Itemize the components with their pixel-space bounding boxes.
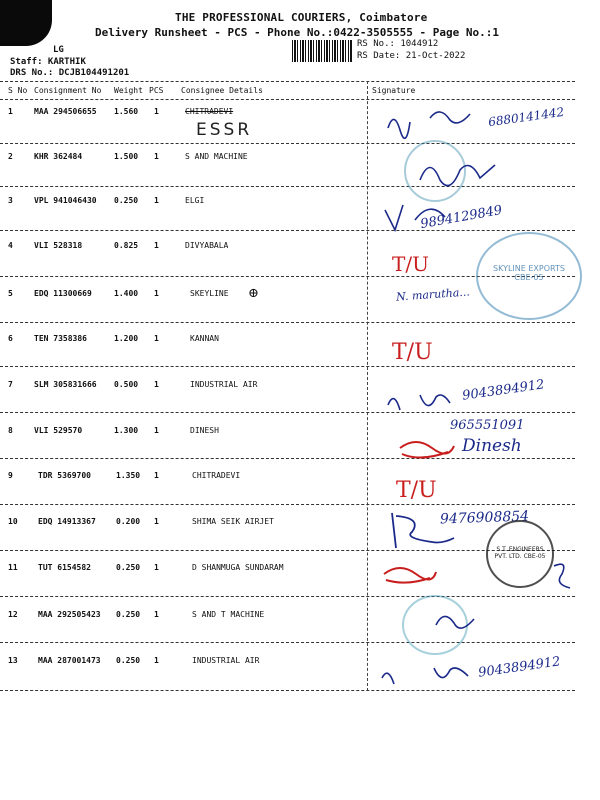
col-weight: Weight xyxy=(114,86,143,95)
row-pcs: 1 xyxy=(154,289,159,298)
handwritten-name: N. marutha... xyxy=(395,285,471,304)
row-weight: 0.200 xyxy=(116,517,141,526)
row-divider xyxy=(0,642,575,643)
row-weight: 0.250 xyxy=(116,610,141,619)
row-consignee: KANNAN xyxy=(190,334,219,343)
handwritten-tu-mark: T/U xyxy=(396,478,437,503)
row-sno: 10 xyxy=(8,517,18,526)
row-sno: 9 xyxy=(8,471,13,480)
row-pcs: 1 xyxy=(154,152,159,161)
handwritten-tu-mark: T/U xyxy=(392,340,433,365)
handwritten-essr: ESSR xyxy=(196,120,253,140)
handwritten-tu-mark: T/U xyxy=(392,252,429,276)
row-divider xyxy=(0,322,575,323)
row-consignee: SKEYLINE xyxy=(190,289,229,298)
handwritten-phone: 9043894912 xyxy=(461,377,546,404)
row-pcs: 1 xyxy=(154,196,159,205)
row-weight: 1.500 xyxy=(114,152,139,161)
row-pcs: 1 xyxy=(154,517,159,526)
row-sno: 11 xyxy=(8,563,18,572)
row-consignee: INDUSTRIAL AIR xyxy=(190,380,258,389)
row-divider xyxy=(0,596,575,597)
signature-scribble xyxy=(382,508,462,552)
row-weight: 1.400 xyxy=(114,289,139,298)
row-pcs: 1 xyxy=(154,241,159,250)
row-divider xyxy=(0,412,575,413)
row-consignee: ELGI xyxy=(185,196,205,205)
row-consignment: EDQ 11300669 xyxy=(34,289,92,298)
col-sno: S No xyxy=(8,86,28,95)
row-consignee: INDUSTRIAL AIR xyxy=(192,656,260,665)
row-consignee: S AND T MACHINE xyxy=(192,610,265,619)
row-weight: 1.300 xyxy=(114,426,139,435)
row-sno: 13 xyxy=(8,656,18,665)
company-stamp: SKYLINE EXPORTS CBE-05 xyxy=(476,232,582,320)
row-sno: 5 xyxy=(8,289,13,298)
signature-mark: ⊕ xyxy=(248,286,259,301)
row-consignment: MAA 292505423 xyxy=(38,610,101,619)
row-weight: 1.350 xyxy=(116,471,141,480)
barcode xyxy=(292,40,352,62)
row-sno: 4 xyxy=(8,241,13,250)
row-consignment: TEN 7358386 xyxy=(34,334,87,343)
row-weight: 0.825 xyxy=(114,241,139,250)
row-consignment: VPL 941046430 xyxy=(34,196,97,205)
row-pcs: 1 xyxy=(154,656,159,665)
handwritten-phone: 965551091 xyxy=(450,418,525,433)
signature-scribble xyxy=(380,560,440,586)
company-title: THE PROFESSIONAL COURIERS, Coimbatore xyxy=(175,11,428,24)
row-consignee: CHITRADEVI xyxy=(192,471,241,480)
staff-name: Staff: KARTHIK xyxy=(10,57,86,67)
signature-scribble xyxy=(375,195,465,235)
row-divider xyxy=(0,230,575,231)
rs-date: RS Date: 21-Oct-2022 xyxy=(357,51,466,61)
signature-scribble xyxy=(380,100,500,145)
row-consignment: SLM 305831666 xyxy=(34,380,97,389)
row-consignment: TDR 5369700 xyxy=(38,471,91,480)
row-consignee: DINESH xyxy=(190,426,219,435)
rs-number: RS No.: 1044912 xyxy=(357,39,439,49)
handwritten-phone: 9043894912 xyxy=(477,654,562,681)
col-pcs: PCS xyxy=(149,86,164,95)
header-top-rule xyxy=(0,81,575,82)
runsheet-subtitle: Delivery Runsheet - PCS - Phone No.:0422-3505555 - Page No.:1 xyxy=(95,26,499,39)
row-pcs: 1 xyxy=(154,563,159,572)
row-consignment: MAA 294506655 xyxy=(34,107,97,116)
row-weight: 0.250 xyxy=(116,656,141,665)
handwritten-name: Dinesh xyxy=(462,436,522,456)
col-signature: Signature xyxy=(372,86,416,95)
row-divider xyxy=(0,366,575,367)
handwritten-phone: 9476908854 xyxy=(439,508,530,528)
row-pcs: 1 xyxy=(154,334,159,343)
row-pcs: 1 xyxy=(154,471,159,480)
signature-scribble xyxy=(548,560,578,592)
row-divider xyxy=(0,690,575,691)
signature-scribble xyxy=(400,150,510,200)
handwritten-phone: 9894129849 xyxy=(419,202,504,233)
row-divider xyxy=(0,504,575,505)
signature-scribble xyxy=(396,432,458,466)
company-stamp: S.T. ENGINEERS PVT. LTD. CBE-05 xyxy=(486,520,554,588)
row-sno: 2 xyxy=(8,152,13,161)
row-weight: 0.500 xyxy=(114,380,139,389)
row-pcs: 1 xyxy=(154,107,159,116)
row-sno: 3 xyxy=(8,196,13,205)
row-consignee: DIVYABALA xyxy=(185,241,229,250)
signature-scribble xyxy=(376,658,476,694)
row-consignee: CHITRADEVI xyxy=(185,107,234,116)
row-consignment: MAA 287001473 xyxy=(38,656,101,665)
signature-column-divider xyxy=(367,81,368,691)
row-weight: 0.250 xyxy=(116,563,141,572)
row-consignment: KHR 362484 xyxy=(34,152,83,161)
row-consignee: S AND MACHINE xyxy=(185,152,248,161)
col-consignee: Consignee Details xyxy=(181,86,263,95)
row-weight: 1.200 xyxy=(114,334,139,343)
row-sno: 12 xyxy=(8,610,18,619)
row-consignment: VLI 528318 xyxy=(34,241,83,250)
signature-scribble xyxy=(380,385,470,420)
row-consignment: EDQ 14913367 xyxy=(38,517,96,526)
row-weight: 0.250 xyxy=(114,196,139,205)
row-pcs: 1 xyxy=(154,426,159,435)
scan-black-mark xyxy=(0,0,52,46)
row-sno: 6 xyxy=(8,334,13,343)
row-sno: 1 xyxy=(8,107,13,116)
row-sno: 8 xyxy=(8,426,13,435)
row-consignment: TUT 6154582 xyxy=(38,563,91,572)
row-sno: 7 xyxy=(8,380,13,389)
row-pcs: 1 xyxy=(154,610,159,619)
signature-scribble xyxy=(430,605,480,641)
row-divider xyxy=(0,458,575,459)
row-consignee: SHIMA SEIK AIRJET xyxy=(192,517,274,526)
lg-label: LG xyxy=(53,45,64,55)
col-consignment: Consignment No xyxy=(34,86,102,95)
handwritten-phone: 6880141442 xyxy=(487,104,565,130)
row-weight: 1.560 xyxy=(114,107,139,116)
row-consignee: D SHANMUGA SUNDARAM xyxy=(192,563,284,572)
drs-number: DRS No.: DCJB104491201 xyxy=(10,68,130,78)
row-pcs: 1 xyxy=(154,380,159,389)
row-consignment: VLI 529570 xyxy=(34,426,83,435)
